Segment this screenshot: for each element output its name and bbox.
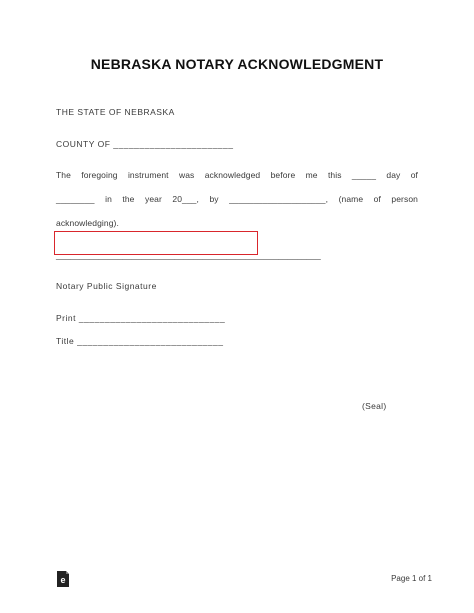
title-line: Title ____________________________ xyxy=(56,336,224,346)
acknowledgment-paragraph xyxy=(56,163,418,235)
print-line: Print ____________________________ xyxy=(56,313,226,323)
page-title: NEBRASKA NOTARY ACKNOWLEDGMENT xyxy=(90,56,384,72)
notary-signature-label: Notary Public Signature xyxy=(56,281,157,291)
paragraph-line-2: ________ in the year 20___, by ____________________, (name of person xyxy=(56,194,418,204)
eforms-logo-icon xyxy=(56,571,70,587)
page-number: Page 1 of 1 xyxy=(391,574,432,583)
county-line: COUNTY OF _______________________ xyxy=(56,139,234,149)
paragraph-line-1: The foregoing instrument was acknowledged before me this _____ day of xyxy=(56,170,418,180)
paragraph-line-3: acknowledging). xyxy=(56,218,119,228)
signature-line: ________________________________________________________ xyxy=(56,250,321,260)
svg-text:e: e xyxy=(60,575,66,585)
seal-label: (Seal) xyxy=(362,401,387,411)
state-line: THE STATE OF NEBRASKA xyxy=(56,107,175,117)
